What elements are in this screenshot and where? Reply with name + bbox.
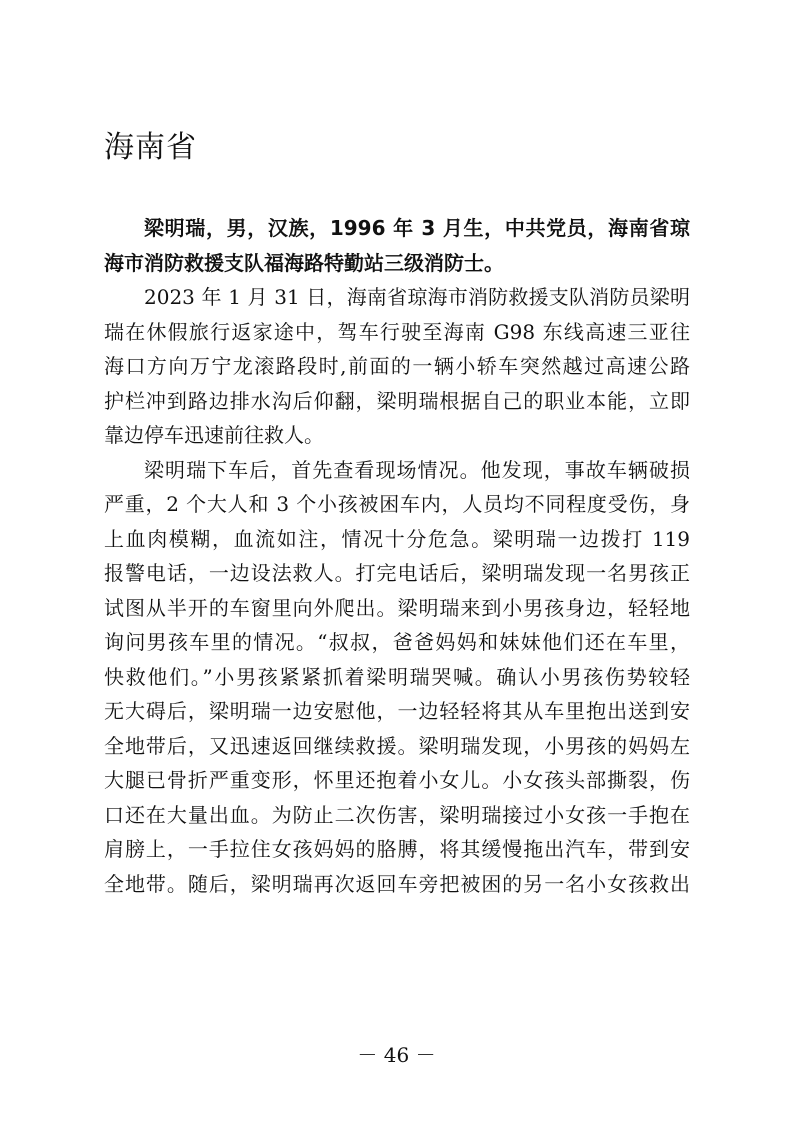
paragraph-line: 报警电话，一边设法救人。打完电话后，梁明瑞发现一名男孩正 [104, 561, 690, 585]
paragraph-line: 靠边停车迅速前往救人。 [104, 423, 324, 447]
paragraph-line: 瑞在休假旅行返家途中，驾车行驶至海南 G98 东线高速三亚往 [104, 319, 690, 344]
paragraph-line: 全地带后，又迅速返回继续救援。梁明瑞发现，小男孩的妈妈左 [104, 733, 690, 758]
paragraph-line: 梁明瑞，男，汉族，1996 年 3 月生，中共党员，海南省琼 [144, 216, 690, 240]
page-number: － 46 － [357, 1043, 436, 1067]
body-text [104, 211, 690, 901]
paragraph-line: 试图从半开的车窗里向外爬出。梁明瑞来到小男孩身边，轻轻地 [104, 595, 690, 620]
paragraph-line: 海市消防救援支队福海路特勤站三级消防士。 [104, 250, 504, 275]
paragraph-line: 梁明瑞下车后，首先查看现场情况。他发现，事故车辆破损 [144, 457, 690, 482]
paragraph [104, 453, 690, 902]
paragraph-line: 海口方向万宁龙滚路段时,前面的一辆小轿车突然越过高速公路 [104, 354, 690, 378]
lead-paragraph [104, 211, 690, 280]
paragraph [104, 280, 690, 453]
paragraph-line: 大腿已骨折严重变形，怀里还抱着小女儿。小女孩头部撕裂，伤 [104, 768, 690, 792]
paragraph-line: 严重，2 个大人和 3 个小孩被困车内，人员均不同程度受伤，身 [104, 492, 690, 516]
section-heading: 海南省 [104, 130, 197, 165]
paragraph-line: 2023 年 1 月 31 日，海南省琼海市消防救援支队消防员梁明 [144, 285, 690, 309]
paragraph-line: 上血肉模糊，血流如注，情况十分危急。梁明瑞一边拨打 119 [104, 526, 690, 551]
paragraph-line: 口还在大量出血。为防止二次伤害，梁明瑞接过小女孩一手抱在 [104, 802, 690, 827]
paragraph-line: 护栏冲到路边排水沟后仰翻，梁明瑞根据自己的职业本能，立即 [104, 388, 690, 413]
paragraph-line: 快救他们。”小男孩紧紧抓着梁明瑞哭喊。确认小男孩伤势较轻 [104, 664, 690, 689]
paragraph-line: 全地带。随后，梁明瑞再次返回车旁把被困的另一名小女孩救出 [104, 871, 690, 896]
paragraph-line: 肩膀上，一手拉住女孩妈妈的胳膊，将其缓慢拖出汽车，带到安 [104, 837, 690, 861]
paragraph-line: 询问男孩车里的情况。“叔叔，爸爸妈妈和妹妹他们还在车里， [104, 630, 690, 654]
paragraph-line: 无大碍后，梁明瑞一边安慰他，一边轻轻将其从车里抱出送到安 [104, 699, 690, 723]
